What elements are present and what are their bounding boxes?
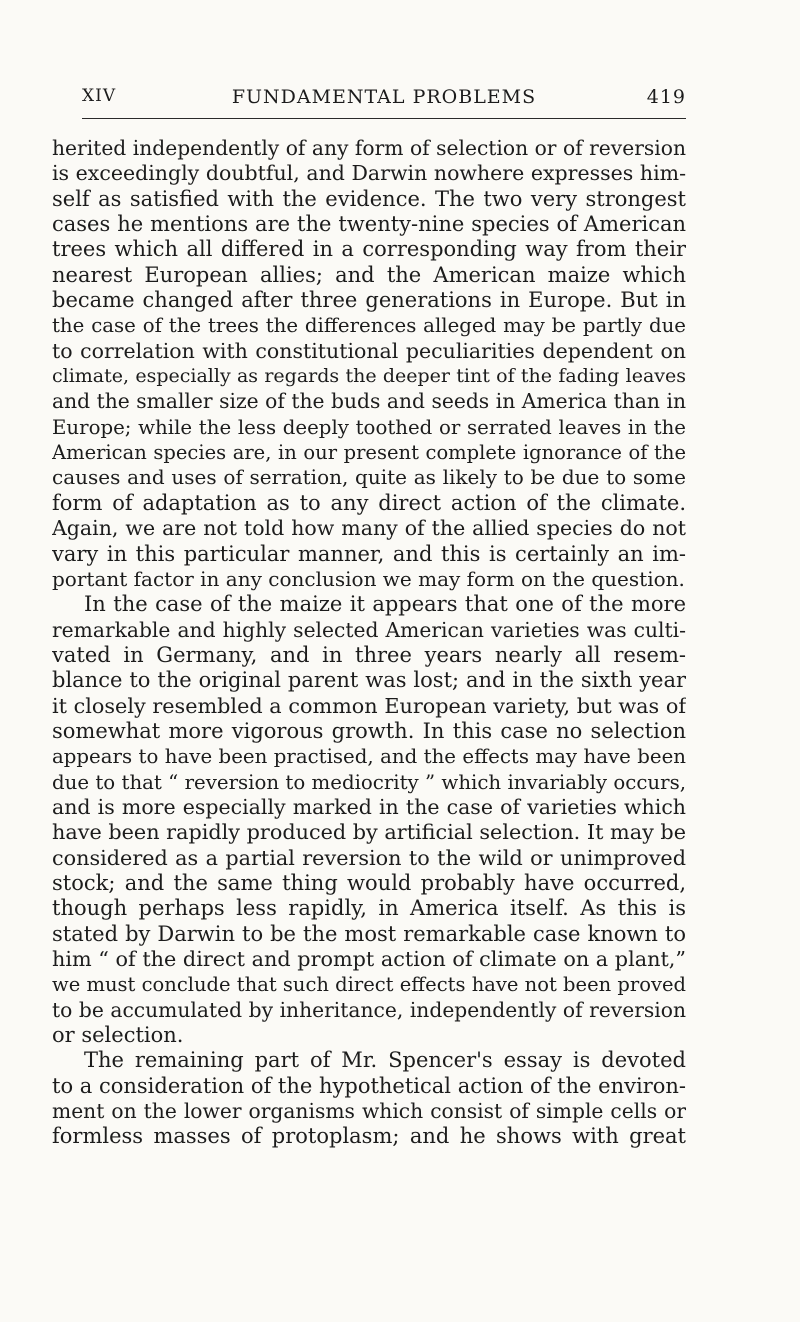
text-line: became changed after three generations in Europe. But in — [52, 288, 686, 313]
text-line: to correlation with constitutional peculiarities dependent on — [52, 338, 686, 363]
page-number: 419 — [646, 86, 686, 108]
running-head — [82, 86, 686, 112]
text-line: to a consideration of the hypothetical action of the environ- — [52, 1073, 686, 1098]
text-line: and the smaller size of the buds and seeds in America than in — [52, 389, 686, 414]
text-line: to be accumulated by inheritance, independently of reversion — [52, 997, 686, 1022]
text-line: vary in this particular manner, and this is certainly an im- — [52, 541, 686, 566]
text-line: and is more especially marked in the case of varieties which — [52, 794, 686, 819]
chapter-number: XIV — [82, 86, 117, 106]
text-line: or selection. — [52, 1023, 184, 1048]
text-line: remarkable and highly selected American varieties was culti- — [52, 617, 686, 642]
running-title: FUNDAMENTAL PROBLEMS — [231, 86, 537, 108]
paragraph-start: The remaining part of Mr. Spencer's essay is devoted — [84, 1048, 686, 1073]
text-line: considered as a partial reversion to the wild or unimproved — [52, 845, 686, 870]
text-line: cases he mentions are the twenty-nine species of American — [52, 212, 686, 237]
text-line: self as satisfied with the evidence. The two very strongest — [52, 186, 686, 211]
text-line: though perhaps less rapidly, in America itself. As this is — [52, 896, 686, 921]
text-line: blance to the original parent was lost; and in the sixth year — [52, 668, 686, 693]
header-rule — [82, 118, 686, 119]
text-line: we must conclude that such direct effects have not been proved — [52, 973, 686, 997]
paragraph-start: In the case of the maize it appears that one of the more — [84, 592, 686, 617]
text-line: form of adaptation as to any direct action of the climate. — [52, 490, 686, 515]
text-line: causes and uses of serration, quite as likely to be due to some — [52, 465, 686, 490]
text-line: trees which all differed in a corresponding way from their — [52, 237, 686, 262]
text-line: climate, especially as regards the deeper tint of the fading leaves — [52, 365, 686, 388]
text-line: Europe; while the less deeply toothed or serrated leaves in the — [52, 415, 686, 439]
text-line: is exceedingly doubtful, and Darwin nowhere expresses him- — [52, 161, 686, 186]
text-line: it closely resembled a common European variety, but was of — [52, 693, 686, 718]
text-line: somewhat more vigorous growth. In this case no selection — [52, 718, 686, 743]
text-line: him “ of the direct and prompt action of climate on a plant,” — [52, 947, 686, 971]
text-line: American species are, in our present complete ignorance of the — [52, 441, 686, 465]
text-line: portant factor in any conclusion we may form on the question. — [52, 566, 685, 591]
text-line: Again, we are not told how many of the allied species do not — [52, 516, 686, 541]
text-line: vated in Germany, and in three years nearly all resem- — [52, 642, 686, 667]
text-line: ment on the lower organisms which consist of simple cells or — [52, 1099, 686, 1124]
text-line: herited independently of any form of selection or of reversion — [52, 136, 686, 160]
text-line: have been rapidly produced by artificial selection. It may be — [52, 820, 686, 845]
body-text — [52, 136, 686, 1150]
text-line: nearest European allies; and the American maize which — [52, 262, 686, 287]
text-line: appears to have been practised, and the effects may have been — [52, 745, 686, 769]
text-line: due to that “ reversion to mediocrity ” which invariably occurs, — [52, 770, 686, 794]
text-line: stated by Darwin to be the most remarkable case known to — [52, 921, 686, 946]
text-line: the case of the trees the differences alleged may be partly due — [52, 314, 686, 338]
text-line: stock; and the same thing would probably have occurred, — [52, 870, 686, 895]
text-line: formless masses of protoplasm; and he shows with great — [52, 1124, 686, 1149]
